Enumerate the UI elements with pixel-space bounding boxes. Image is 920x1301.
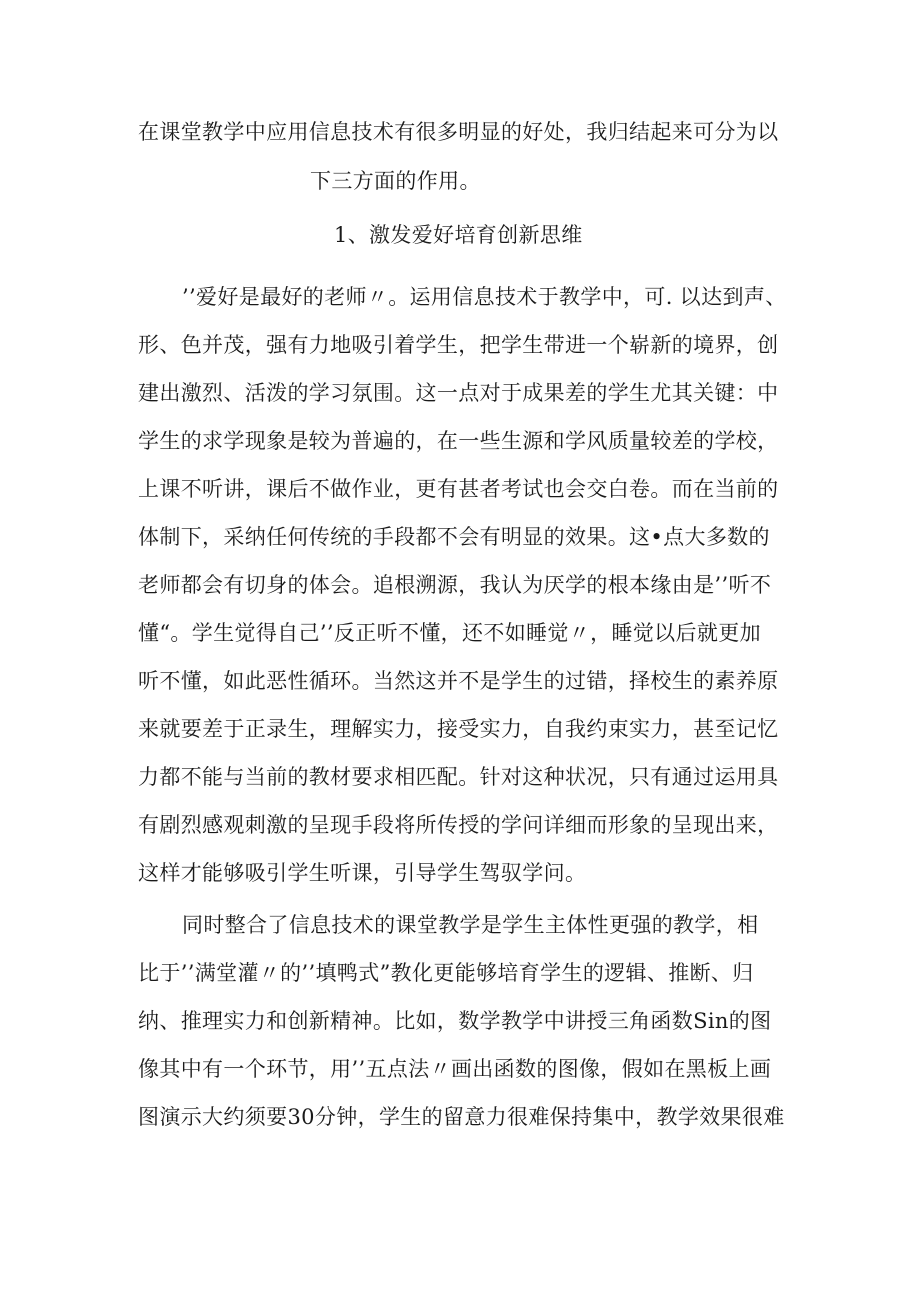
paragraph-line: 懂“。学生觉得自己’’反正听不懂，还不如睡觉〃，睡觉以后就更加 [138, 621, 761, 645]
paragraph-line: 来就要差于正录生，理解实力，接受实力，自我约束实力，甚至记忆 [138, 717, 779, 741]
paragraph-line: 体制下，采纳任何传统的手段都不会有明显的效果。这•点大多数的 [138, 525, 770, 549]
paragraph-line: 学生的求学现象是较为普遍的，在一些生源和学风质量较差的学校， [138, 429, 779, 453]
paragraph-line: 形、色并茂，强有力地吸引着学生，把学生带进一个崭新的境界，创 [138, 333, 779, 357]
paragraph-line: 上课不听讲，课后不做作业，更有甚者考试也会交白卷。而在当前的 [138, 477, 779, 501]
paragraph-line: 力都不能与当前的教材要求相匹配。针对这种状况，只有通过运用具 [138, 765, 779, 789]
paragraph-line: 这样才能够吸引学生听课，引导学生驾驭学问。 [138, 861, 587, 885]
paragraph-line: 有剧烈感观刺激的呈现手段将所传授的学问详细而形象的呈现出来， [138, 813, 779, 837]
intro-line-1: 在课堂教学中应用信息技术有很多明显的好处，我归结起来可分为以 [138, 120, 779, 144]
paragraph-line: 听不懂，如此恶性循环。当然这并不是学生的过错，择校生的素养原 [138, 669, 779, 693]
paragraph-line: 老师都会有切身的体会。追根溯源，我认为厌学的根本缘由是’’听不 [138, 573, 772, 597]
paragraph-line: 像其中有一个环节，用’’五点法〃画出函数的图像，假如在黑板上画 [138, 1057, 772, 1081]
paragraph-line: 同时整合了信息技术的课堂教学是学生主体性更强的教学，相 [182, 913, 759, 937]
section-heading: 1、激发爱好培育创新思维 [334, 223, 583, 247]
intro-line-2: 下三方面的作用。 [310, 169, 481, 193]
paragraph-line: 图演示大约须要30分钟，学生的留意力很难保持集中，教学效果很难 [138, 1105, 785, 1129]
paragraph-line: 建出激烈、活泼的学习氛围。这一点对于成果差的学生尤其关键：中 [138, 381, 779, 405]
paragraph-line: ’’爱好是最好的老师〃。运用信息技术于教学中，可. 以达到声、 [182, 285, 787, 309]
paragraph-line: 纳、推理实力和创新精神。比如，数学教学中讲授三角函数Sin的图 [138, 1009, 772, 1033]
paragraph-line: 比于’’满堂灌〃的’’填鸭式”教化更能够培育学生的逻辑、推断、归 [138, 961, 754, 985]
